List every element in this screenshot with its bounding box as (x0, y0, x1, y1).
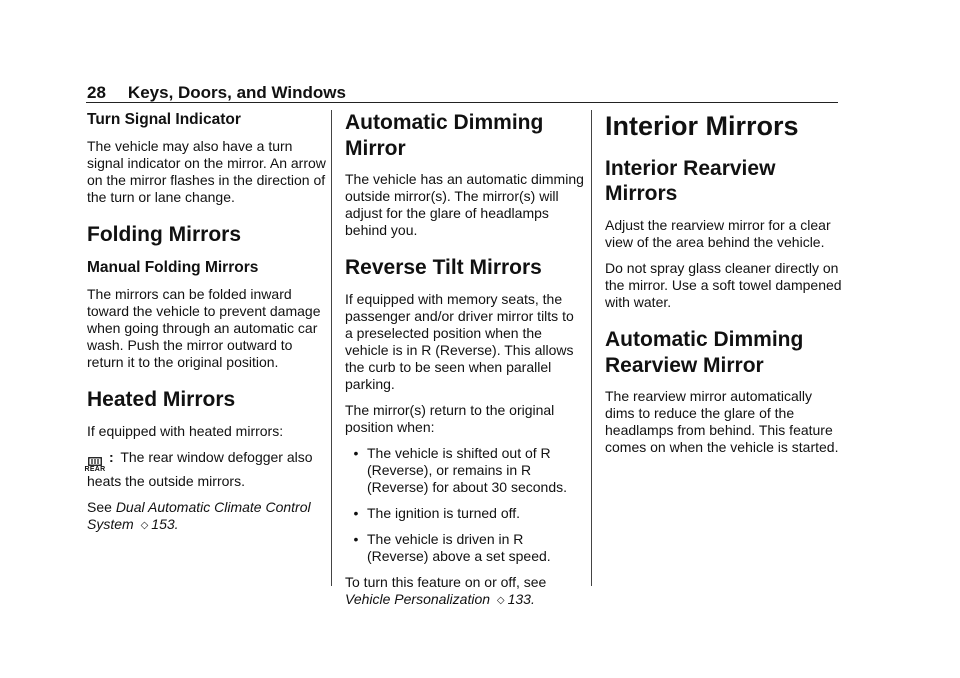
manual-folding-heading: Manual Folding Mirrors (87, 258, 259, 276)
page-ref-icon: ◇ (140, 519, 149, 531)
list-item (345, 531, 585, 565)
turn-on-text: To turn this feature on or off, see (345, 573, 547, 590)
auto-dim-rearview-heading: Automatic Dimming Rearview Mirror (605, 327, 804, 377)
manual-folding-text: The mirrors can be folded inward toward the vehicle to prevent damage when going through an automatic car wash. Push the mirror outward to return it to the original position. (87, 285, 321, 370)
page-header (87, 83, 346, 103)
personalization-link[interactable]: Vehicle Personalization (345, 590, 491, 607)
defogger-icon-label: REAR (84, 465, 106, 473)
column-left (84, 110, 327, 543)
turn-signal-text: The vehicle may also have a turn signal indicator on the mirror. An arrow on the mirror flashes in the direction of the turn or lane change. (87, 138, 326, 206)
defogger-paragraph (84, 448, 327, 490)
auto-dim-rearview-text: The rearview mirror automatically dims to reduce the glare of the headlamps from behind. This feature comes on when the vehicle is started. (605, 388, 839, 456)
column-right (605, 110, 845, 465)
see-reference (87, 499, 327, 534)
list-item (345, 445, 585, 496)
turn-signal-heading: Turn Signal Indicator (87, 111, 241, 128)
column-middle (345, 110, 585, 618)
bullet-icon: • (353, 504, 359, 521)
rear-defogger-icon (84, 457, 106, 473)
bullet-icon: • (353, 444, 359, 461)
heated-mirrors-heading: Heated Mirrors (87, 387, 236, 411)
defogger-colon: : (109, 448, 114, 465)
defogger-text: The rear window defogger also heats the outside mirrors. (87, 448, 313, 489)
see-prefix: See (87, 498, 112, 515)
personalization-page[interactable]: 133. (507, 590, 535, 607)
reverse-tilt-heading: Reverse Tilt Mirrors (345, 256, 542, 280)
column-divider (591, 110, 592, 586)
list-item-text: The vehicle is driven in R (Reverse) above a set speed. (367, 530, 551, 564)
page-ref-icon: ◇ (496, 594, 505, 606)
reverse-tilt-text: If equipped with memory seats, the passenger and/or driver mirror tilts to a preselected position when the vehicle is in R (Reverse). This allows the curb to be seen when parallel parking. (345, 290, 574, 392)
climate-control-link[interactable]: Dual Automatic Climate Control System (87, 498, 311, 532)
interior-mirrors-heading: Interior Mirrors (605, 111, 799, 141)
spray-text: Do not spray glass cleaner directly on the mirror. Use a soft towel dampened with water. (605, 259, 842, 310)
auto-dim-mirror-heading: Automatic Dimming Mirror (345, 111, 544, 160)
header-rule (86, 102, 838, 103)
list-item-text: The vehicle is shifted out of R (Reverse), or remains in R (Reverse) for about 30 seconds. (367, 444, 567, 495)
personalization-reference (345, 574, 585, 609)
page-number: 28 (87, 83, 106, 102)
defogger-symbol (88, 457, 102, 466)
return-text: The mirror(s) return to the original position when: (345, 401, 555, 435)
section-title: Keys, Doors, and Windows (127, 83, 346, 102)
auto-dim-mirror-text: The vehicle has an automatic dimming outside mirror(s). The mirror(s) will adjust for the glare of headlamps behind you. (345, 171, 584, 239)
column-divider (331, 110, 332, 586)
climate-control-page[interactable]: 153. (151, 515, 179, 532)
list-item-text: The ignition is turned off. (367, 504, 521, 521)
folding-mirrors-heading: Folding Mirrors (87, 223, 241, 247)
rearview-mirrors-heading: Interior Rearview Mirrors (605, 156, 776, 206)
heated-intro: If equipped with heated mirrors: (87, 422, 284, 439)
rearview-text: Adjust the rearview mirror for a clear view of the area behind the vehicle. (605, 216, 831, 250)
bullet-icon: • (353, 530, 359, 547)
list-item (345, 505, 585, 522)
